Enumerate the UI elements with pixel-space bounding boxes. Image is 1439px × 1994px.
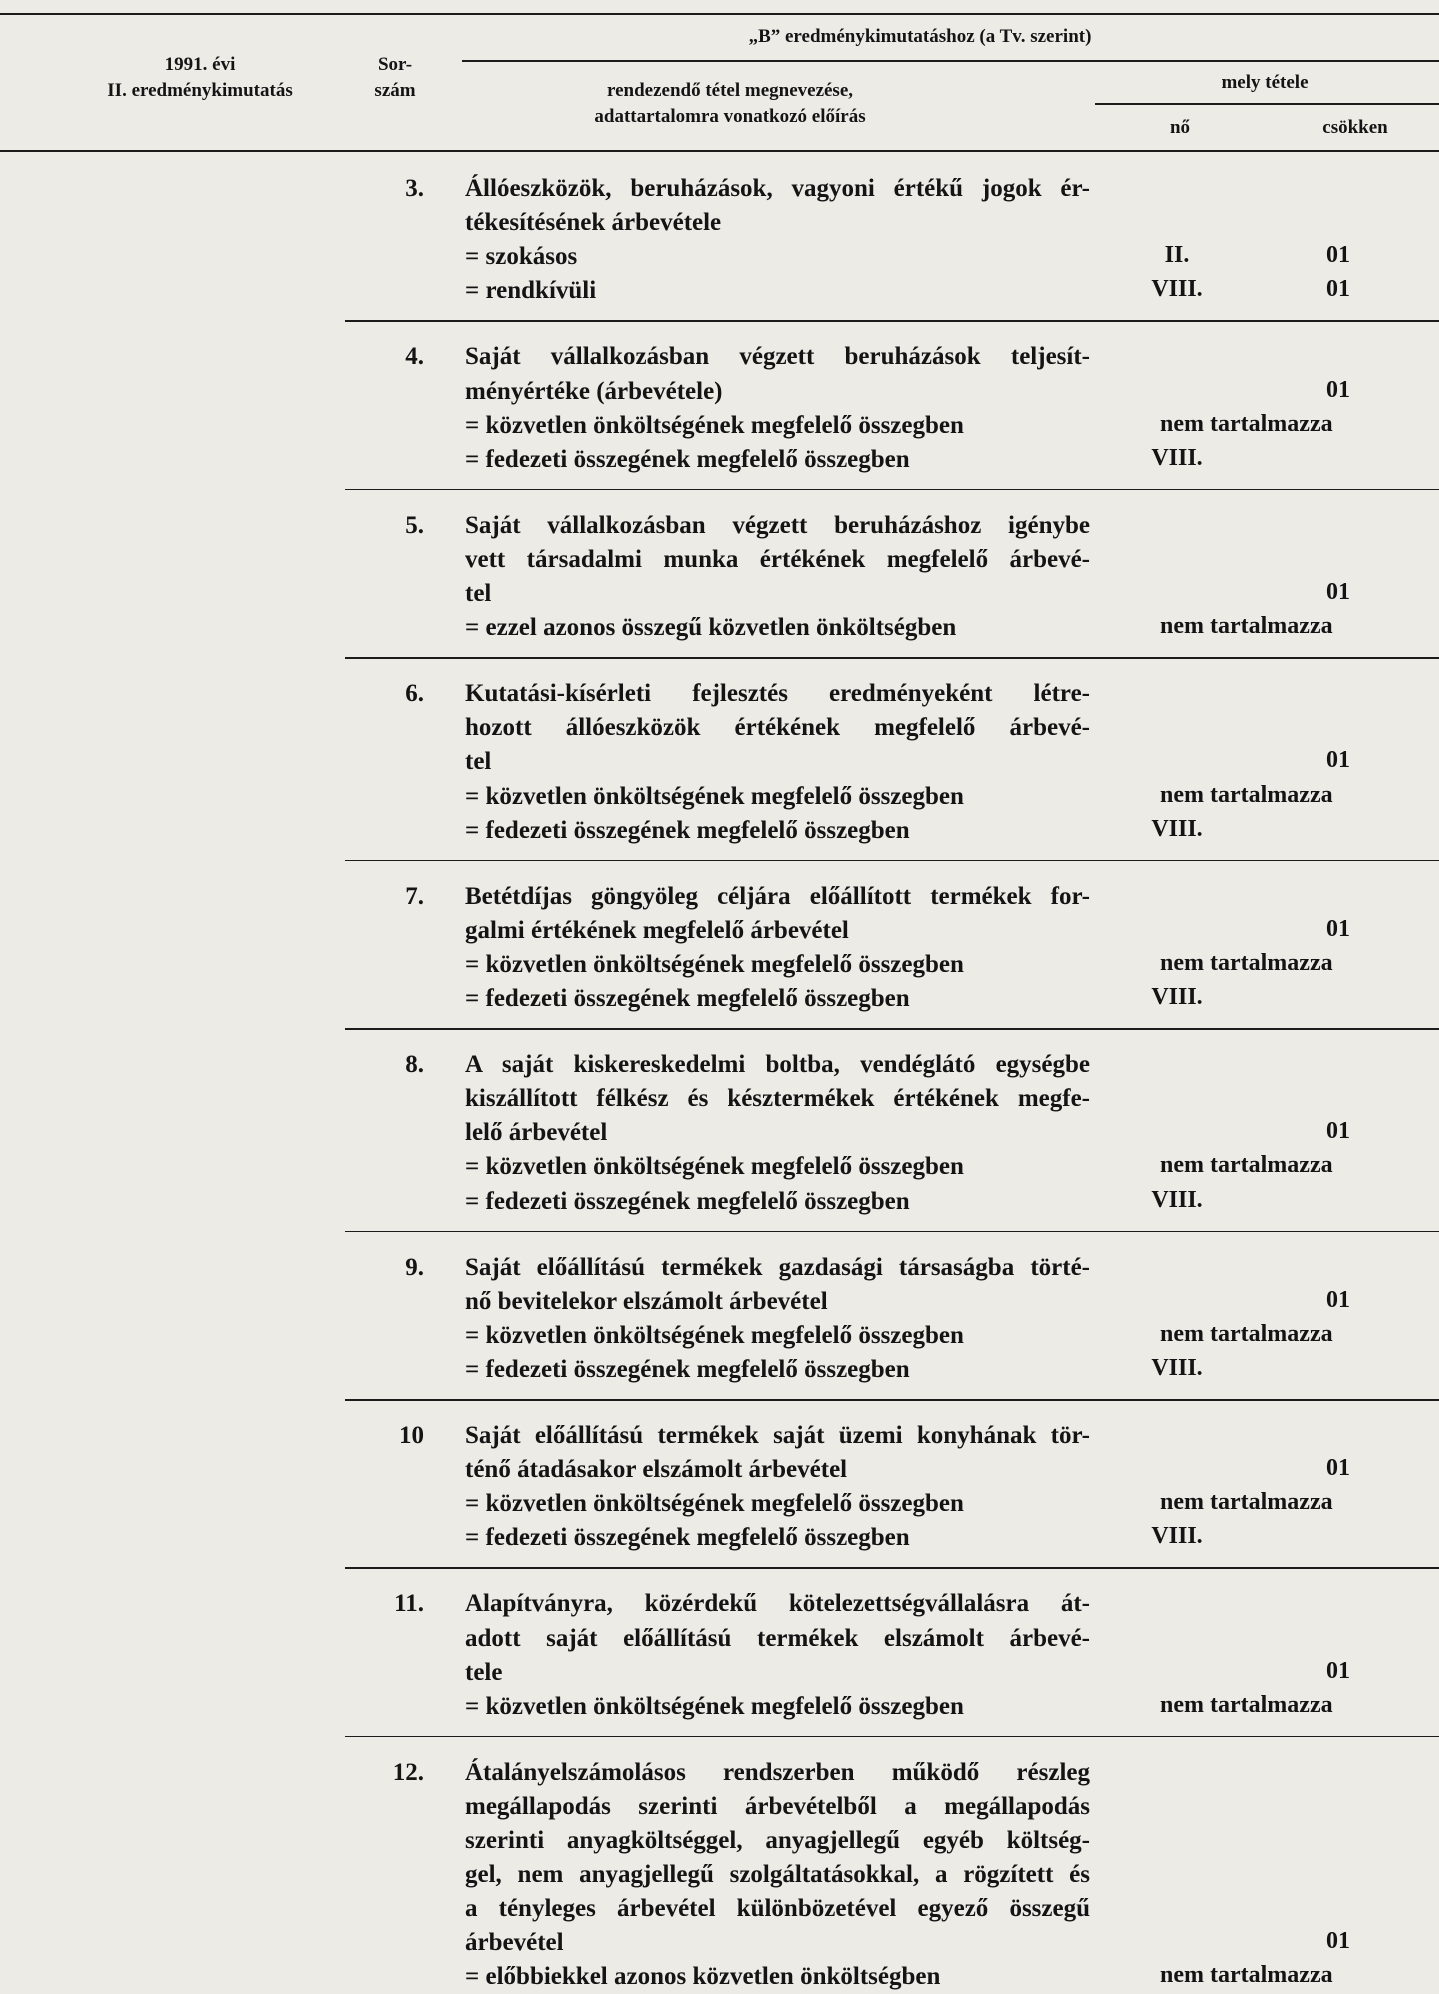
row-separator xyxy=(345,1028,1439,1030)
row-text-line: nő bevitelekor elszámolt árbevétel xyxy=(465,1287,828,1315)
row-text-line: megállapodás szerinti árbevételből a megállapodás xyxy=(465,1792,1090,1820)
mark-csokken: 01 xyxy=(1326,579,1350,605)
row-text-line: vett társadalmi munka értékének megfelelő árbevé- xyxy=(465,545,1090,573)
row-separator xyxy=(345,489,1439,491)
row-number: 5. xyxy=(405,511,424,539)
row-text-line: ténő átadásakor elszámolt árbevétel xyxy=(465,1456,848,1484)
header-bottom-rule xyxy=(0,150,1439,152)
row-separator xyxy=(345,1736,1439,1738)
row-text-line: gel, nem anyagjellegű szolgáltatásokkal, a rögzített és xyxy=(465,1861,1090,1889)
row-sub-item: = fedezeti összegének megfelelő összegben xyxy=(465,816,910,844)
row-sub-item: = fedezeti összegének megfelelő összegben xyxy=(465,445,910,473)
row-text-line: tele xyxy=(465,1658,503,1686)
mark-nem-tartalmazza: nem tartalmazza xyxy=(1160,410,1333,437)
mark-csokken: 01 xyxy=(1326,1657,1350,1684)
header-col1-line1: 1991. évi xyxy=(164,54,236,75)
mark-no: VIII. xyxy=(1151,984,1203,1010)
row-number: 3. xyxy=(405,175,424,202)
row-sub-item: = közvetlen önköltségének megfelelő összegben xyxy=(465,950,964,978)
row-text-line: árbevétel xyxy=(465,1929,564,1957)
mark-nem-tartalmazza: nem tartalmazza xyxy=(1160,1962,1333,1989)
row-sub-item: = közvetlen önköltségének megfelelő összegben xyxy=(465,1153,964,1181)
mark-csokken: 01 xyxy=(1326,747,1350,774)
mark-nem-tartalmazza: nem tartalmazza xyxy=(1160,1691,1333,1718)
row-number: 6. xyxy=(405,680,424,708)
header-col4-title: mely tétele xyxy=(1221,72,1309,93)
mark-no: VIII. xyxy=(1151,815,1203,842)
mark-no: II. xyxy=(1164,242,1190,269)
mark-nem-tartalmazza: nem tartalmazza xyxy=(1160,949,1333,976)
mark-nem-tartalmazza: nem tartalmazza xyxy=(1160,1320,1333,1347)
row-sub-item: = szokásos xyxy=(465,243,578,271)
row-text-line: adott saját előállítású termékek elszámolt árbevé- xyxy=(465,1624,1090,1652)
row-text-line: ményértéke (árbevétele) xyxy=(465,377,723,405)
row-text-line: lelő árbevétel xyxy=(465,1119,608,1147)
mark-nem-tartalmazza: nem tartalmazza xyxy=(1160,781,1333,808)
row-separator xyxy=(345,1567,1439,1569)
header-col4-no: nő xyxy=(1169,117,1191,138)
row-text-line: szerinti anyagköltséggel, anyagjellegű egyéb költség- xyxy=(465,1827,1090,1854)
row-text-line: galmi értékének megfelelő árbevétel xyxy=(465,916,849,944)
row-number: 10 xyxy=(399,1422,424,1449)
row-sub-item: = közvetlen önköltségének megfelelő összegben xyxy=(465,1490,964,1518)
row-text-line: Saját előállítású termékek saját üzemi konyhának tör- xyxy=(465,1422,1090,1449)
row-sub-item: = fedezeti összegének megfelelő összegben xyxy=(465,1187,910,1215)
mark-no: VIII. xyxy=(1151,444,1203,471)
mark-csokken: 01 xyxy=(1326,276,1350,303)
mark-csokken: 01 xyxy=(1326,1286,1350,1313)
row-sub-item: = közvetlen önköltségének megfelelő összegben xyxy=(465,1321,964,1349)
row-sub-item: = fedezeti összegének megfelelő összegben xyxy=(465,1524,910,1552)
mark-no: VIII. xyxy=(1151,276,1203,303)
row-number: 4. xyxy=(405,343,424,371)
mark-no: VIII. xyxy=(1151,1523,1203,1550)
row-sub-item: = közvetlen önköltségének megfelelő összegben xyxy=(465,782,964,810)
row-text-line: Átalányelszámolásos rendszerben működő részleg xyxy=(465,1758,1090,1786)
header-col1-line2: II. eredménykimutatás xyxy=(107,80,293,101)
header-col4-rule xyxy=(1095,103,1439,105)
header-col3-sub2: adattartalomra vonatkozó előírás xyxy=(594,106,866,127)
header-col3-sub1: rendezendő tétel megnevezése, xyxy=(606,80,854,101)
row-text-line: A saját kiskereskedelmi boltba, vendéglátó egységbe xyxy=(465,1051,1090,1079)
mark-no: VIII. xyxy=(1151,1354,1203,1381)
row-text-line: Saját vállalkozásban végzett beruházáshoz igénybe xyxy=(465,511,1090,539)
header-top-rule xyxy=(0,13,1439,15)
row-number: 12. xyxy=(392,1758,424,1786)
row-number: 8. xyxy=(405,1051,424,1079)
header-col2-line2: szám xyxy=(374,80,416,101)
row-sub-item: = közvetlen önköltségének megfelelő összegben xyxy=(465,1692,964,1720)
mark-csokken: 01 xyxy=(1326,1928,1350,1955)
mark-csokken: 01 xyxy=(1326,1455,1350,1482)
row-text-line: hozott állóeszközök értékének megfelelő árbevé- xyxy=(465,714,1090,742)
row-sub-item: = közvetlen önköltségének megfelelő összegben xyxy=(465,411,964,439)
row-separator xyxy=(345,320,1439,322)
header-col3-title: „B” eredménykimutatáshoz (a Tv. szerint) xyxy=(748,26,1092,47)
row-text-line: Saját előállítású termékek gazdasági társaságba törté- xyxy=(465,1253,1090,1281)
mark-csokken: 01 xyxy=(1326,242,1350,269)
row-text-line: Alapítványra, közérdekű kötelezettségvállalásra át- xyxy=(465,1590,1090,1618)
row-separator xyxy=(345,860,1439,862)
row-text-line: a tényleges árbevétel különbözetével egyező összegű xyxy=(465,1895,1090,1923)
row-separator xyxy=(345,1231,1439,1233)
header-col3-rule xyxy=(462,60,1439,62)
row-number: 11. xyxy=(394,1590,424,1618)
row-text-line: Kutatási-kísérleti fejlesztés eredményeként létre- xyxy=(465,680,1090,708)
row-text-line: tel xyxy=(465,748,492,776)
mark-nem-tartalmazza: nem tartalmazza xyxy=(1160,1489,1333,1516)
mark-csokken: 01 xyxy=(1326,1118,1350,1145)
row-number: 9. xyxy=(405,1253,424,1281)
row-sub-item: = ezzel azonos összegű közvetlen önköltségben xyxy=(465,614,957,642)
row-text-line: Saját vállalkozásban végzett beruházások teljesít- xyxy=(465,343,1090,371)
mark-nem-tartalmazza: nem tartalmazza xyxy=(1160,613,1333,640)
mark-csokken: 01 xyxy=(1326,376,1350,403)
header-col4-csokken: csökken xyxy=(1322,117,1388,138)
row-separator xyxy=(345,657,1439,659)
row-text-line: tékesítésének árbevétele xyxy=(465,209,722,237)
row-sub-item: = előbbiekkel azonos közvetlen önköltségben xyxy=(465,1963,941,1991)
row-text-line: tel xyxy=(465,580,492,607)
mark-csokken: 01 xyxy=(1326,915,1350,942)
row-text-line: Állóeszközök, beruházások, vagyoni értékű jogok ér- xyxy=(465,175,1090,202)
row-separator xyxy=(345,1399,1439,1401)
row-sub-item: = rendkívüli xyxy=(465,277,597,305)
mark-nem-tartalmazza: nem tartalmazza xyxy=(1160,1152,1333,1179)
header-col2-line1: Sor- xyxy=(377,54,413,75)
row-text-line: kiszállított félkész és késztermékek értékének megfe- xyxy=(465,1085,1090,1113)
row-sub-item: = fedezeti összegének megfelelő összegben xyxy=(465,1355,910,1383)
row-number: 7. xyxy=(405,882,424,910)
row-sub-item: = fedezeti összegének megfelelő összegben xyxy=(465,985,910,1012)
row-text-line: Betétdíjas göngyöleg céljára előállított termékek for- xyxy=(465,882,1090,910)
mark-no: VIII. xyxy=(1151,1186,1203,1213)
